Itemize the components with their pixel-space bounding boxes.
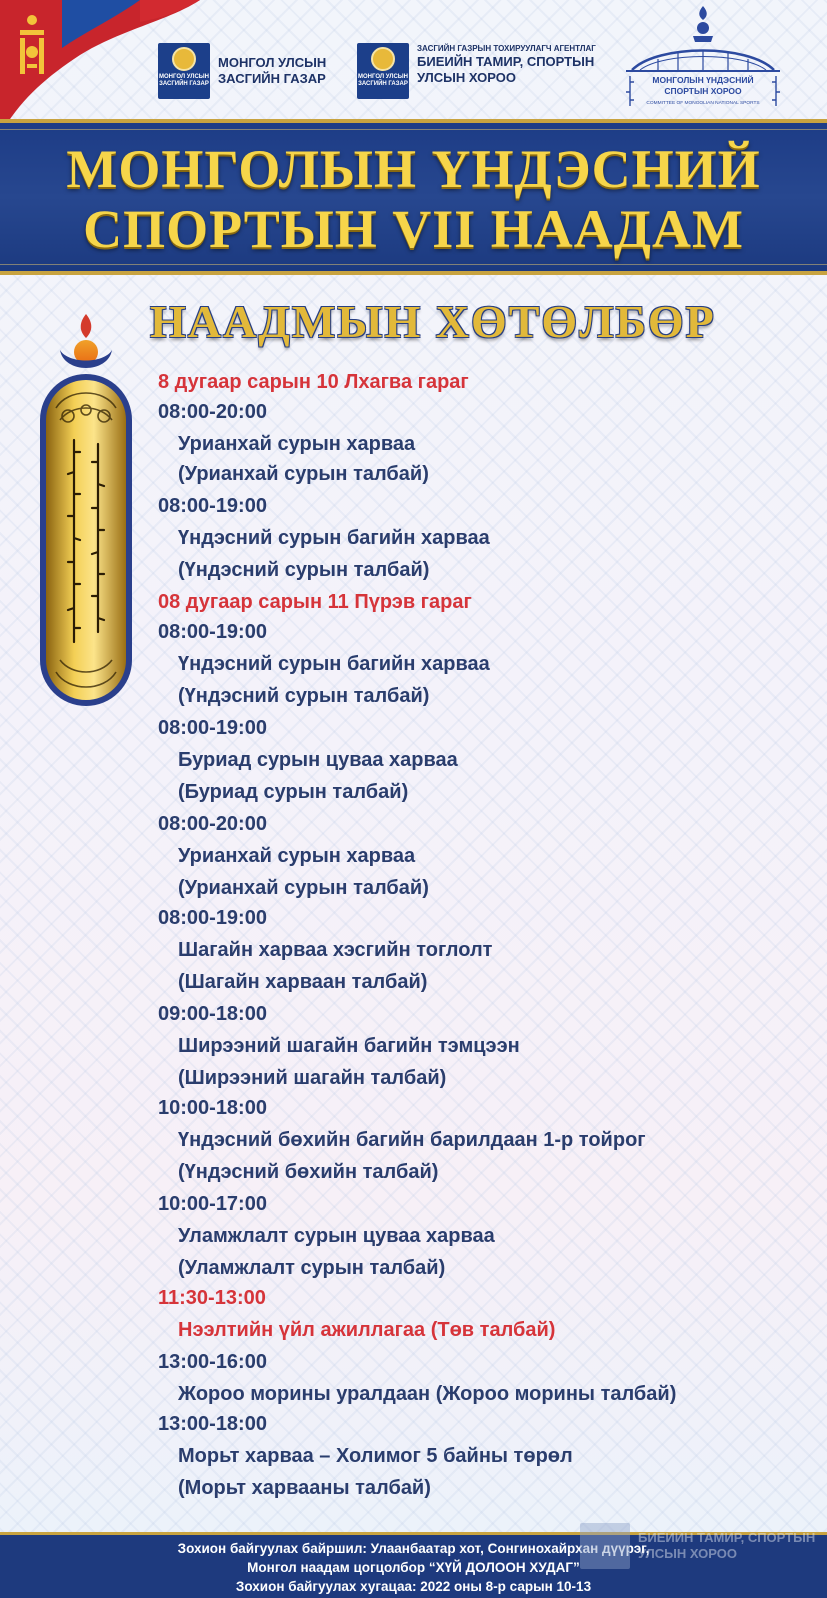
schedule-time: 08:00-20:00 [158,813,267,835]
schedule-time-highlight: 11:30-13:00 [158,1287,266,1309]
soyombo-icon [693,6,713,42]
government-name-line2: ЗАСГИЙН ГАЗАР [218,71,326,86]
sport-agency-name-line1: БИЕИЙН ТАМИР, СПОРТЫН [417,53,595,69]
sport-agency-logo [357,43,596,99]
schedule-event-line: Буриад сурын цуваа харваа [178,749,458,771]
schedule-event-line: (Үндэсний сурын талбай) [178,559,430,581]
footer-dates: Зохион байгуулах хугацаа: 2022 оны 8-р сарын 10-13 [235,1579,592,1594]
logo-strip [0,0,827,118]
footer-location: Зохион байгуулах байршил: Улаанбаатар хот, Сонгинохайрхан дүүрэг, [177,1541,650,1556]
schedule-date-heading: 8 дугаар сарын 10 Лхагва гараг [158,371,469,393]
schedule-event-line: (Үндэсний сурын талбай) [178,685,430,707]
schedule-event-line: Морьт харваа – Холимог 5 байны төрөл [178,1445,573,1467]
government-name-line1: МОНГОЛ УЛСЫН [218,55,327,70]
schedule-date-heading: 08 дугаар сарын 11 Пүрэв гараг [158,591,472,613]
schedule-event-line: Урианхай сурын харваа [178,845,416,867]
committee-name-line2: СПОРТЫН ХОРОО [664,86,742,96]
event-title-line2: СПОРТЫН VII НААДАМ [83,199,744,259]
scroll-ornament-icon [34,312,138,712]
watermark-line1: БИЕИЙН ТАМИР, СПОРТЫН [638,1530,816,1545]
government-emblem-icon [158,43,210,99]
committee-name-english: COMMITTEE OF MONGOLIAN NATIONAL SPORTS [646,101,760,106]
schedule-event-line: Урианхай сурын харваа [178,433,416,455]
schedule-event-line: (Шагайн харваан талбай) [178,971,428,993]
schedule-time: 13:00-18:00 [158,1413,267,1435]
schedule-event-line: (Уламжлалт сурын талбай) [178,1257,446,1279]
schedule-event-line: Шагайн харваа хэсгийн тоглолт [178,939,493,961]
sport-agency-emblem-caption: МОНГОЛ УЛСЫН ЗАСГИЙН ГАЗАР [358,74,408,87]
schedule-event-line: Жороо морины уралдаан (Жороо морины талбай) [178,1383,677,1405]
government-emblem-caption: МОНГОЛ УЛСЫН ЗАСГИЙН ГАЗАР [159,74,209,87]
schedule-event-line: Үндэсний бөхийн багийн барилдаан 1-р тойрог [178,1129,646,1151]
schedule-time: 10:00-17:00 [158,1193,267,1215]
schedule-time: 08:00-19:00 [158,717,267,739]
government-logo [158,43,326,99]
schedule-time: 08:00-20:00 [158,401,267,423]
committee-name-line1: МОНГОЛЫН ҮНДЭСНИЙ [652,75,754,85]
sport-agency-emblem-icon [357,43,409,99]
schedule-event-line: Уламжлалт сурын цуваа харваа [178,1225,495,1247]
schedule-event-line: Үндэсний сурын багийн харваа [178,527,490,549]
schedule-event-line: (Ширээний шагайн талбай) [178,1067,447,1089]
schedule-time: 09:00-18:00 [158,1003,267,1025]
schedule-event-line: (Морьт харвааны талбай) [178,1477,431,1499]
watermark-line2: УЛСЫН ХОРОО [638,1546,737,1561]
schedule-event-line: (Урианхай сурын талбай) [178,877,429,899]
footer-venue: Монгол наадам цогцолбор “ХҮЙ ДОЛООН ХУДАГ” [247,1560,580,1575]
schedule-time: 10:00-18:00 [158,1097,267,1119]
watermark-emblem-icon [580,1523,630,1569]
schedule-event-highlight: Нээлтийн үйл ажиллагаа (Төв талбай) [178,1319,556,1341]
schedule-time: 13:00-16:00 [158,1351,267,1373]
schedule-event-line: Үндэсний сурын багийн харваа [178,653,490,675]
schedule-time: 08:00-19:00 [158,621,267,643]
program-heading: НААДМЫН ХӨТӨЛБӨР [150,296,716,347]
schedule-time: 08:00-19:00 [158,495,267,517]
schedule-event-line: (Урианхай сурын талбай) [178,463,429,485]
title-banner [0,119,827,275]
schedule-time: 08:00-19:00 [158,907,267,929]
schedule-event-line: (Буриад сурын талбай) [178,781,409,803]
committee-logo [618,4,788,116]
sport-agency-top-line: ЗАСГИЙН ГАЗРЫН ТОХИРУУЛАГЧ АГЕНТЛАГ [417,43,596,53]
sport-agency-name-line2: УЛСЫН ХОРОО [417,69,516,85]
watermark-logo [580,1520,825,1572]
event-title-line1: МОНГОЛЫН ҮНДЭСНИЙ [66,139,761,199]
schedule-event-line: Ширээний шагайн багийн тэмцээн [178,1035,520,1057]
schedule-event-line: (Үндэсний бөхийн талбай) [178,1161,439,1183]
